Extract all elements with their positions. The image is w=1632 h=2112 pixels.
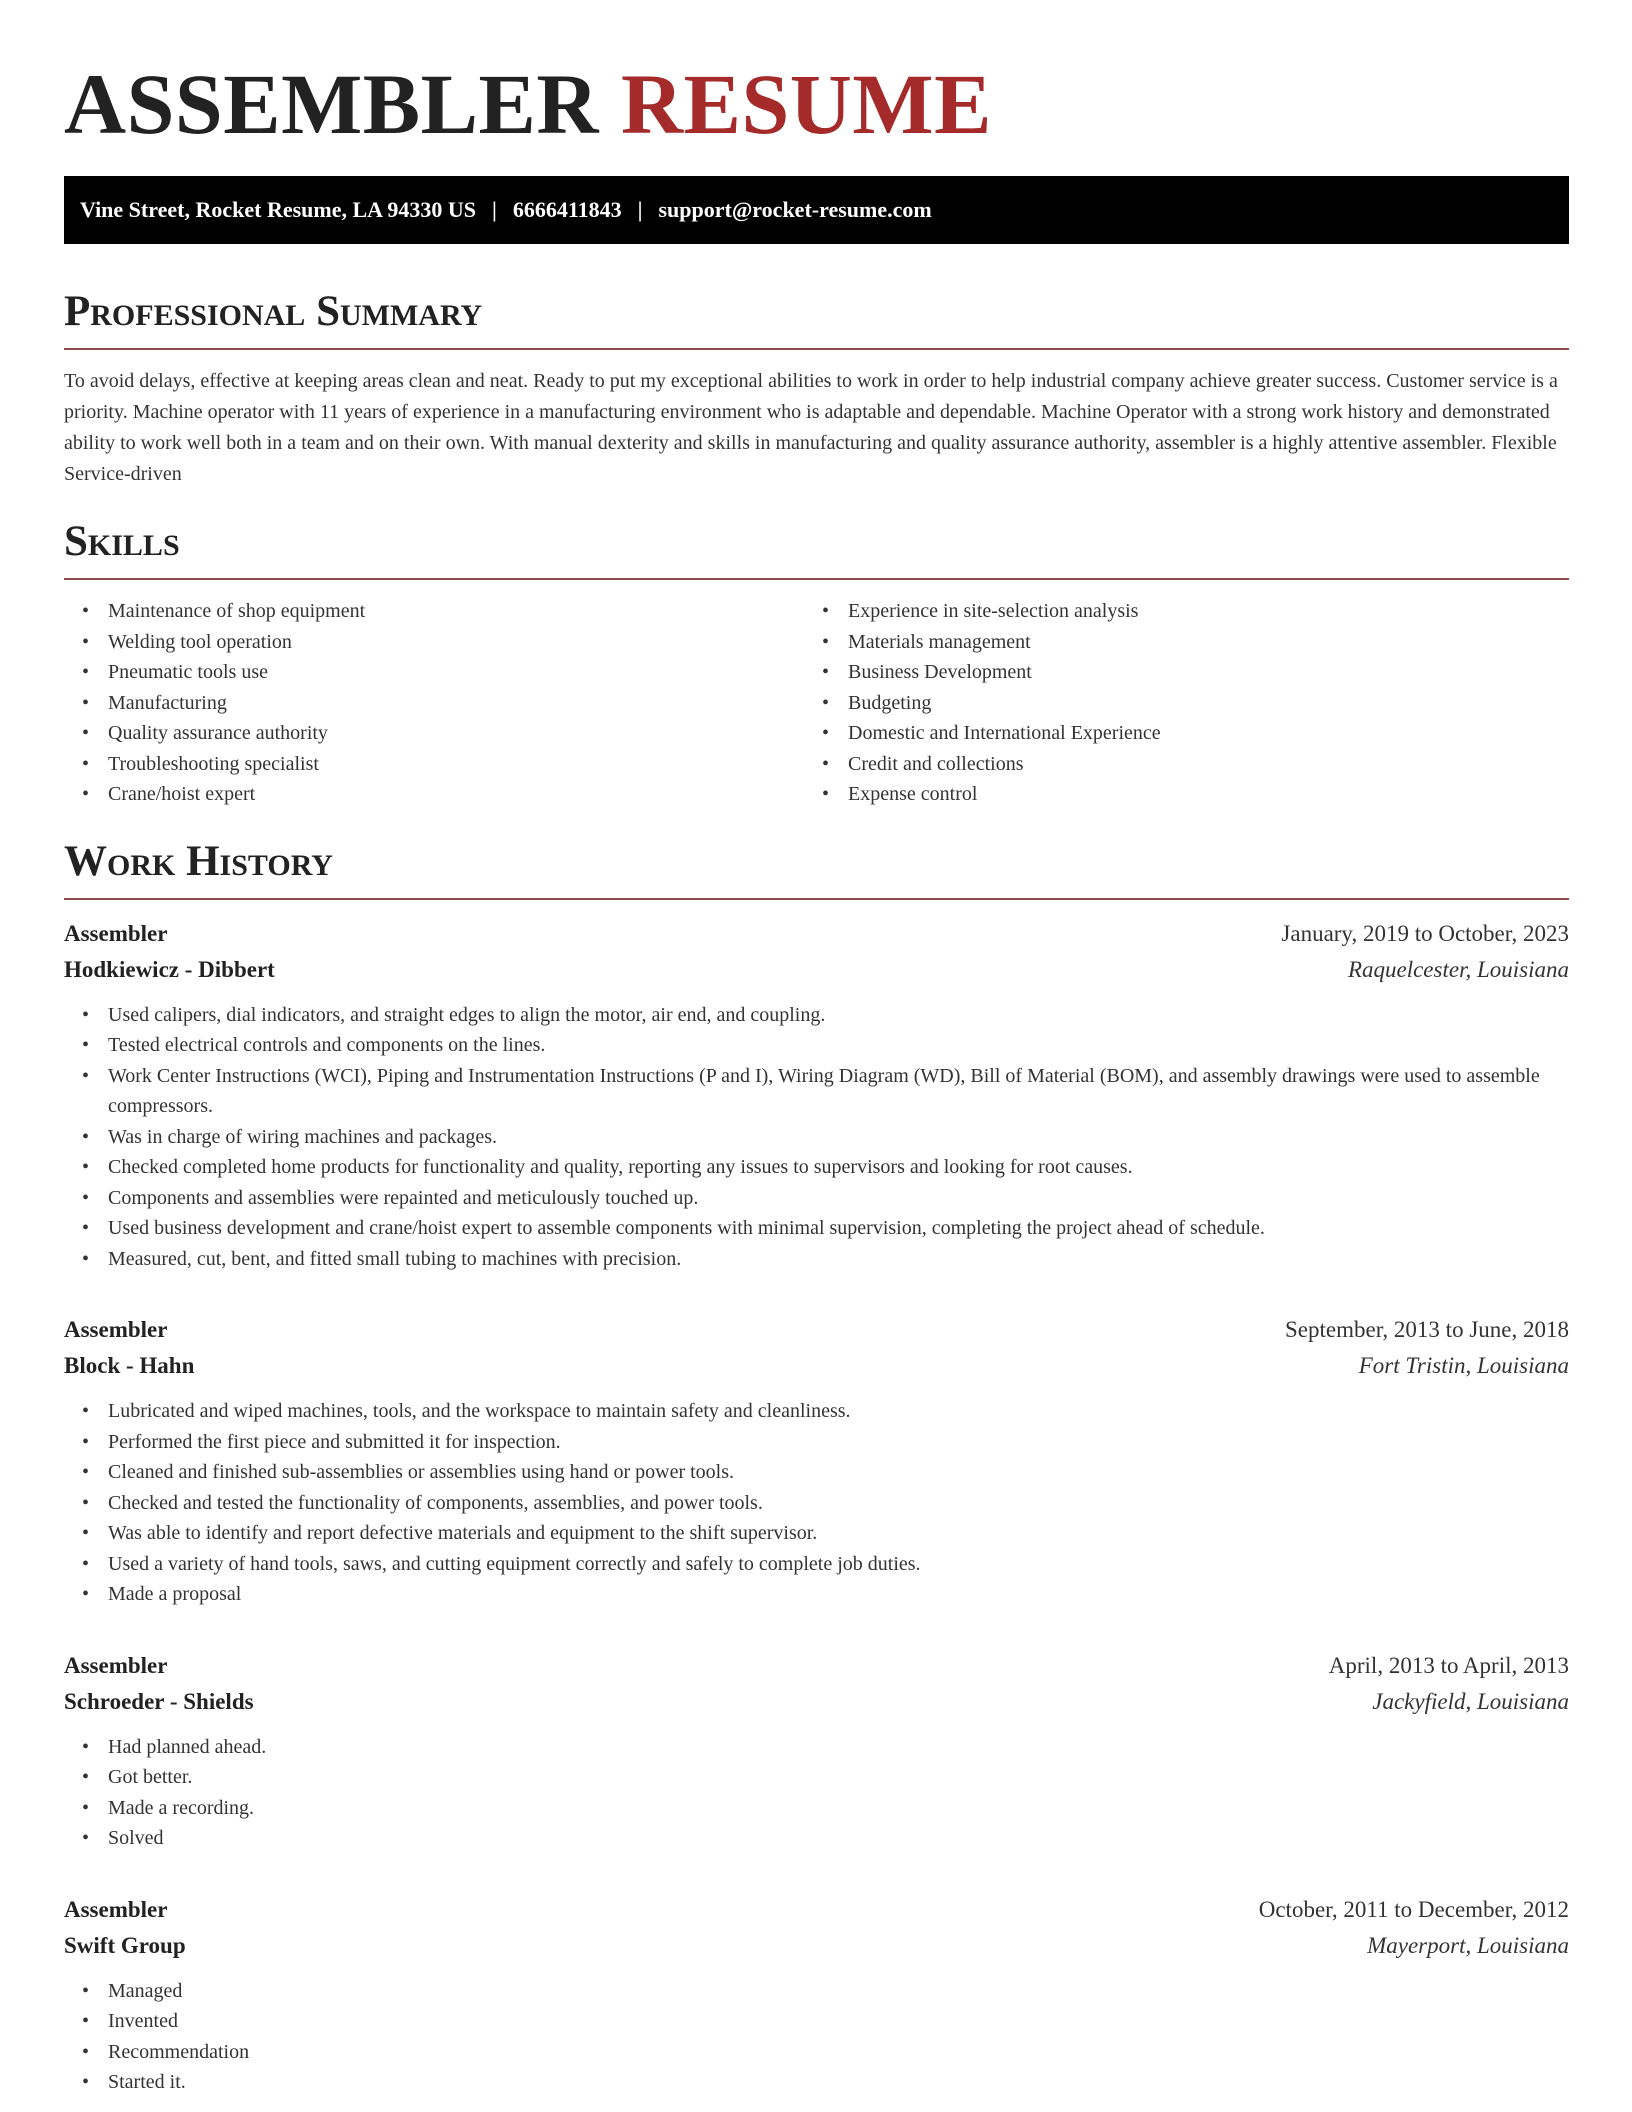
job-header-row [64,1648,1569,1684]
job-entry [64,1892,1569,2098]
resume-title [64,56,1569,152]
duty-item: • Got better. [64,1762,1569,1793]
job-company: Block - Hahn [64,1353,195,1378]
duty-item: • Measured, cut, bent, and fitted small tubing to machines with precision. [64,1244,1569,1275]
job-location: Raquelcester, Louisiana [1347,956,1569,982]
job-company: Swift Group [64,1932,186,1958]
skills-column-right [804,596,1544,810]
job-dates: January, 2019 to October, 2023 [1281,920,1569,946]
skill-item: • Domestic and International Experience [804,718,1544,749]
duty-item: • Was in charge of wiring machines and packages. [64,1122,1569,1153]
duty-item: • Recommendation [64,2037,1569,2068]
job-entry [64,916,1569,1275]
duty-item: • Used calipers, dial indicators, and straight edges to align the motor, air end, and coupling. [64,1000,1569,1031]
contact-phone[interactable]: 6666411843 [512,197,622,222]
duty-item: • Started it. [64,2067,1569,2098]
job-company-row [64,1928,1569,1964]
job-company: Schroeder - Shields [64,1688,254,1714]
duty-item: • Managed [64,1976,1569,2007]
job-company-row [64,1684,1569,1720]
duty-item: • Solved [64,1823,1569,1854]
skill-item: • Troubleshooting specialist [64,749,804,780]
duty-item: • Tested electrical controls and components on the lines. [64,1030,1569,1061]
summary-text: To avoid delays, effective at keeping areas clean and neat. Ready to put my exceptional abilities to work in order to help industrial company achieve greater success. Customer service is a priority. Machine operator with 11 years of experience in a manufacturing environment who is adaptable and dependable. Machine Operator with a strong work history and demonstrated ability to work well both in a team and on their own. With manual dexterity and skills in manufacturing and quality assurance authority, assembler is a highly attentive assembler. Flexible Service-driven [64,370,1558,485]
job-title: Assembler [64,1896,168,1922]
job-company-row [64,1348,1569,1384]
duty-item: • Was able to identify and report defective materials and equipment to the shift supervisor. [64,1518,1569,1549]
duty-item: • Made a recording. [64,1793,1569,1824]
job-header-row [64,916,1569,952]
job-header-row [64,1892,1569,1928]
duty-item: • Work Center Instructions (WCI), Piping and Instrumentation Instructions (P and I), Wiring Diagram (WD), Bill of Material (BOM), and assembly drawings were used to assemble compressors. [64,1061,1569,1122]
skill-item: • Expense control [804,779,1544,810]
work-history-heading: Work History [64,838,1569,900]
summary-heading: Professional Summary [64,288,1569,350]
skill-item: • Materials management [804,627,1544,658]
skill-item: • Crane/hoist expert [64,779,804,810]
job-location: Fort Tristin, Louisiana [1358,1353,1569,1378]
skill-item: • Credit and collections [804,749,1544,780]
job-duties [64,1732,1569,1854]
job-dates: April, 2013 to April, 2013 [1328,1652,1569,1678]
duty-item: • Checked completed home products for functionality and quality, reporting any issues to supervisors and looking for root causes. [64,1152,1569,1183]
duty-item: • Had planned ahead. [64,1732,1569,1763]
skill-item: • Welding tool operation [64,627,804,658]
duty-item: • Performed the first piece and submitted it for inspection. [64,1427,1569,1458]
contact-separator: | [637,197,643,222]
skill-item: • Pneumatic tools use [64,657,804,688]
duty-item: • Components and assemblies were repainted and meticulously touched up. [64,1183,1569,1214]
duty-item: • Invented [64,2006,1569,2037]
skill-item: • Budgeting [804,688,1544,719]
job-duties [64,1976,1569,2098]
title-accent: RESUME [621,56,992,152]
job-entry [64,1648,1569,1854]
contact-address: Vine Street, Rocket Resume, LA 94330 US [80,197,476,222]
skills-heading: Skills [64,518,1569,580]
job-title: Assembler [64,1317,168,1342]
job-location: Jackyfield, Louisiana [1372,1688,1569,1714]
job-dates: October, 2011 to December, 2012 [1258,1896,1569,1922]
skill-item: • Business Development [804,657,1544,688]
skills-column-left [64,596,804,810]
duty-item: • Used a variety of hand tools, saws, and cutting equipment correctly and safely to complete job duties. [64,1549,1569,1580]
duty-item: • Checked and tested the functionality of components, assemblies, and power tools. [64,1488,1569,1519]
job-dates: September, 2013 to June, 2018 [1285,1317,1569,1342]
skill-item: • Maintenance of shop equipment [64,596,804,627]
contact-separator: | [491,197,497,222]
job-header-row [64,1312,1569,1348]
job-company-row [64,952,1569,988]
skill-item: • Manufacturing [64,688,804,719]
duty-item: • Cleaned and finished sub-assemblies or assemblies using hand or power tools. [64,1457,1569,1488]
skills-list [64,596,1569,810]
job-company: Hodkiewicz - Dibbert [64,956,275,982]
title-main: ASSEMBLER [64,56,599,152]
resume-page [64,0,1569,2098]
contact-email[interactable]: support@rocket-resume.com [658,197,932,222]
job-entry [64,1312,1569,1610]
duty-item: • Made a proposal [64,1579,1569,1610]
duty-item: • Used business development and crane/hoist expert to assemble components with minimal supervision, completing the project ahead of schedule. [64,1213,1569,1244]
contact-bar [64,176,1569,244]
job-title: Assembler [64,1652,168,1678]
duty-item: • Lubricated and wiped machines, tools, and the workspace to maintain safety and cleanliness. [64,1396,1569,1427]
skill-item: • Experience in site-selection analysis [804,596,1544,627]
skill-item: • Quality assurance authority [64,718,804,749]
job-title: Assembler [64,920,168,946]
job-duties [64,1396,1569,1610]
job-duties [64,1000,1569,1275]
job-location: Mayerport, Louisiana [1367,1932,1569,1958]
